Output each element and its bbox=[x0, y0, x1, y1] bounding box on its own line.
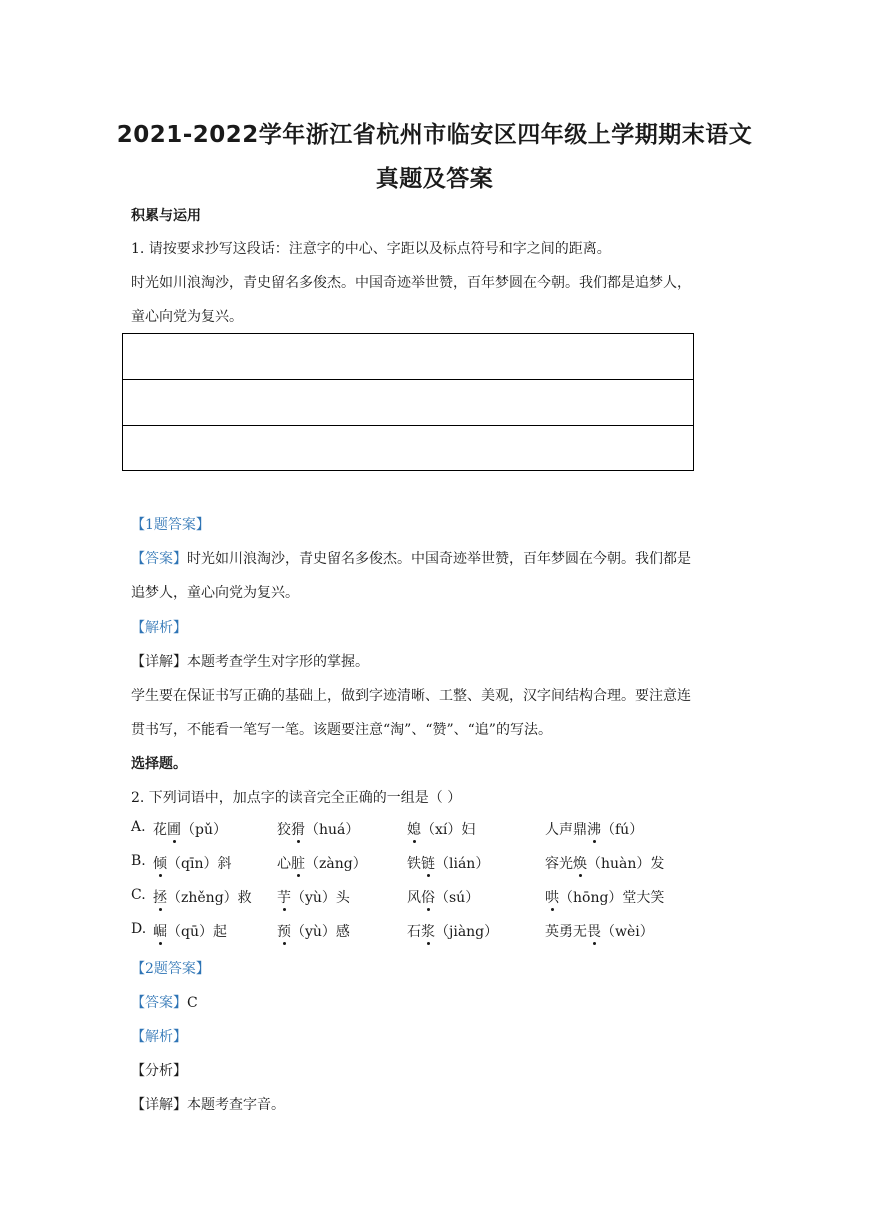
option-word bbox=[545, 921, 654, 941]
q1-detail bbox=[131, 651, 369, 671]
dotted-character: 链 bbox=[421, 853, 435, 873]
word-pinyin: （fú） bbox=[601, 822, 644, 838]
q2-detail bbox=[131, 1094, 285, 1114]
dotted-character: 崛 bbox=[153, 921, 167, 941]
option-word bbox=[153, 887, 252, 907]
word-pinyin: （yù）感 bbox=[291, 924, 350, 940]
option-word bbox=[407, 853, 489, 873]
dotted-character: 倾 bbox=[153, 853, 167, 873]
q1-passage-line1: 时光如川浪淘沙，青史留名多俊杰。中国奇迹举世赞，百年梦圆在今朝。我们都是追梦人， bbox=[131, 275, 691, 291]
word-prefix: 铁 bbox=[407, 856, 421, 872]
word-pinyin: （jiàng） bbox=[435, 924, 499, 940]
word-pinyin: （sú） bbox=[435, 890, 480, 906]
writing-row bbox=[123, 426, 693, 471]
option-word bbox=[277, 921, 350, 941]
writing-row bbox=[123, 380, 693, 426]
option-word bbox=[545, 853, 664, 873]
q2-analysis-tag: 【解析】 bbox=[131, 1029, 187, 1045]
option-letter: B. bbox=[131, 853, 146, 869]
word-prefix: 人声鼎 bbox=[545, 822, 587, 838]
q1-answer-header: 【1题答案】 bbox=[131, 517, 210, 533]
dotted-character: 俗 bbox=[421, 887, 435, 907]
option-word bbox=[153, 921, 227, 941]
word-pinyin: （qīn）斜 bbox=[167, 856, 232, 872]
option-word bbox=[277, 819, 359, 839]
word-pinyin: （huá） bbox=[305, 822, 360, 838]
option-word bbox=[277, 853, 367, 873]
word-pinyin: （xí）妇 bbox=[421, 822, 476, 838]
dotted-character: 猾 bbox=[291, 819, 305, 839]
word-pinyin: （pǔ） bbox=[181, 822, 227, 838]
document-title-line2: 真题及答案 bbox=[375, 166, 494, 192]
q2-answer bbox=[131, 992, 198, 1012]
word-prefix: 花 bbox=[153, 822, 167, 838]
dotted-character: 畏 bbox=[587, 921, 601, 941]
option-word bbox=[277, 887, 350, 907]
word-pinyin: （huàn）发 bbox=[587, 856, 665, 872]
q1-answer-line2: 追梦人，童心向党为复兴。 bbox=[131, 585, 299, 601]
option-word bbox=[153, 853, 231, 873]
q2-answer-header: 【2题答案】 bbox=[131, 961, 210, 977]
dotted-character: 脏 bbox=[291, 853, 305, 873]
q1-passage-line2: 童心向党为复兴。 bbox=[131, 309, 243, 325]
q1-answer-line1 bbox=[131, 548, 691, 568]
word-pinyin: （wèi） bbox=[601, 924, 654, 940]
word-prefix: 狡 bbox=[277, 822, 291, 838]
detail-text: 本题考查字音。 bbox=[187, 1097, 285, 1113]
option-letter: A. bbox=[131, 819, 146, 835]
writing-row bbox=[123, 334, 693, 380]
option-word bbox=[545, 887, 664, 907]
option-word bbox=[153, 819, 227, 839]
dotted-character: 拯 bbox=[153, 887, 167, 907]
word-pinyin: （lián） bbox=[435, 856, 490, 872]
detail-tag: 【详解】 bbox=[131, 654, 187, 670]
q2-fenxi-tag: 【分析】 bbox=[131, 1063, 187, 1079]
option-word bbox=[407, 887, 479, 907]
answer-text: 时光如川浪淘沙，青史留名多俊杰。中国奇迹举世赞，百年梦圆在今朝。我们都是 bbox=[187, 551, 691, 567]
section-heading-accumulation: 积累与运用 bbox=[131, 208, 201, 224]
q1-explain-line1: 学生要在保证书写正确的基础上，做到字迹清晰、工整、美观，汉字间结构合理。要注意连 bbox=[131, 688, 691, 704]
section-heading-choice: 选择题。 bbox=[131, 756, 187, 772]
detail-tag: 【详解】 bbox=[131, 1097, 187, 1113]
dotted-character: 焕 bbox=[573, 853, 587, 873]
option-word bbox=[407, 921, 498, 941]
option-word bbox=[407, 819, 475, 839]
option-word bbox=[545, 819, 643, 839]
q1-analysis-tag: 【解析】 bbox=[131, 620, 187, 636]
word-pinyin: （zàng） bbox=[305, 856, 367, 872]
word-prefix: 石 bbox=[407, 924, 421, 940]
word-prefix: 英勇无 bbox=[545, 924, 587, 940]
dotted-character: 圃 bbox=[167, 819, 181, 839]
answer-tag: 【答案】 bbox=[131, 995, 187, 1011]
word-prefix: 风 bbox=[407, 890, 421, 906]
answer-tag: 【答案】 bbox=[131, 551, 187, 567]
q1-prompt: 1. 请按要求抄写这段话：注意字的中心、字距以及标点符号和字之间的距离。 bbox=[131, 241, 611, 257]
copy-writing-grid bbox=[122, 333, 694, 471]
detail-text: 本题考查学生对字形的掌握。 bbox=[187, 654, 369, 670]
q2-prompt: 2. 下列词语中，加点字的读音完全正确的一组是（ ） bbox=[131, 790, 462, 806]
dotted-character: 芋 bbox=[277, 887, 291, 907]
dotted-character: 预 bbox=[277, 921, 291, 941]
document-title-line1: 2021-2022学年浙江省杭州市临安区四年级上学期期末语文 bbox=[116, 122, 753, 148]
q1-explain-line2: 贯书写，不能看一笔写一笔。该题要注意“淘”、“赞”、“追”的写法。 bbox=[131, 722, 552, 738]
word-pinyin: （yù）头 bbox=[291, 890, 350, 906]
word-pinyin: （zhěng）救 bbox=[167, 890, 252, 906]
option-letter: D. bbox=[131, 921, 147, 937]
dotted-character: 沸 bbox=[587, 819, 601, 839]
word-prefix: 心 bbox=[277, 856, 291, 872]
dotted-character: 哄 bbox=[545, 887, 559, 907]
word-pinyin: （qū）起 bbox=[167, 924, 227, 940]
dotted-character: 媳 bbox=[407, 819, 421, 839]
word-prefix: 容光 bbox=[545, 856, 573, 872]
answer-value: C bbox=[187, 995, 198, 1011]
word-pinyin: （hōng）堂大笑 bbox=[559, 890, 665, 906]
option-letter: C. bbox=[131, 887, 146, 903]
dotted-character: 浆 bbox=[421, 921, 435, 941]
